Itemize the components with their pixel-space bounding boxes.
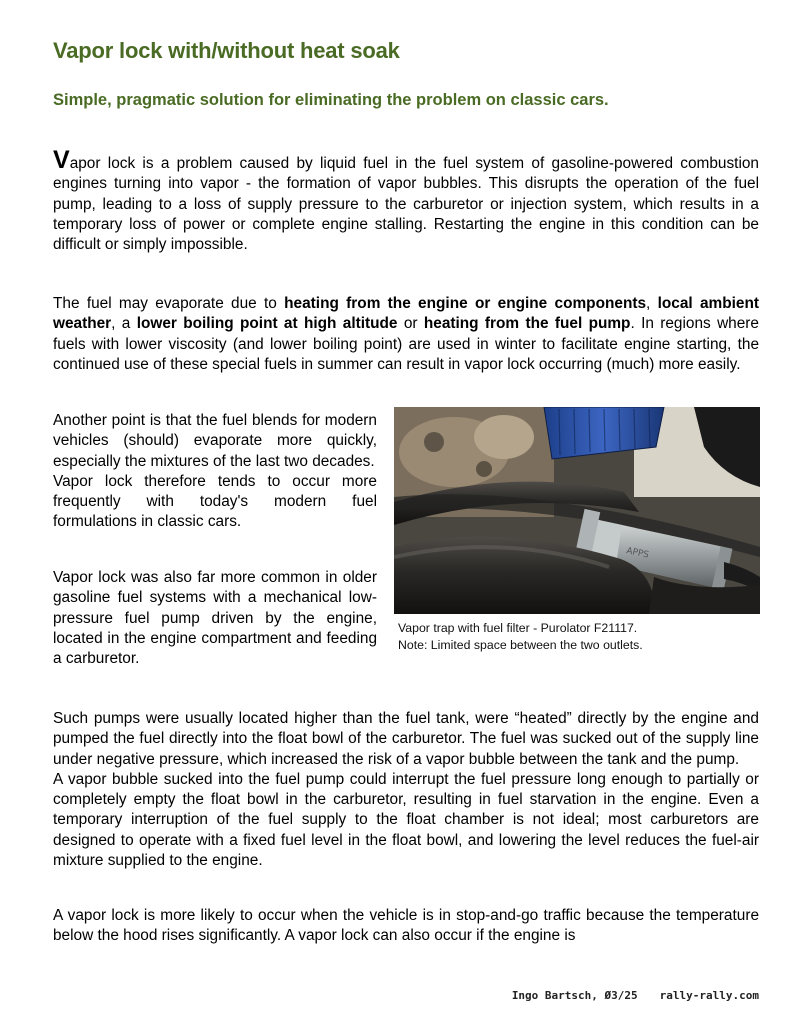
cause-ambient-weather: local ambient weather [53,295,759,333]
mechanical-pump-paragraph: Vapor lock was also far more common in older gasoline fuel systems with a mechanical low-pressure fuel pump driven by the engine, located in the engine compartment and feeding a carburetor. [53,569,377,668]
cause-high-altitude: lower boiling point at high altitude [136,315,398,333]
modern-fuels-line-1: Another point is that the fuel blends for modern vehicles (should) evaporate more quickly, especially the mixtures of the last two decades. [53,412,377,470]
page-title: Vapor lock with/without heat soak [53,38,400,63]
drop-cap: V [53,146,70,174]
causes-text-3: , a [111,315,137,333]
causes-text-4: or [397,315,424,333]
causes-text-1: The fuel may evaporate due to [53,295,285,312]
causes-text-5: . In regions where fuels with lower viscosity (and lower boiling point) are used in winter to facilitate engine starting, the continued use of these special fuels in summer can result in vapor lock occurring (much) more easily. [53,315,759,373]
pump-location-line-1: Such pumps were usually located higher than the fuel tank, were “heated” directly by the engine and pumped the fuel directly into the float bowl of the carburetor. The fuel was sucked out of the supply line under negative pressure, which increased the risk of a vapor bubble between the tank and the pump. [53,710,759,768]
cause-engine-heat: heating from the engine or engine components [284,295,647,312]
causes-paragraph [53,294,759,375]
page-subtitle: Simple, pragmatic solution for eliminating the problem on classic cars. [53,91,609,109]
cause-fuel-pump-heat: heating from the fuel pump [423,315,631,333]
footer-site: rally-rally.com [659,989,759,1002]
page-footer [512,989,759,1002]
intro-text: apor lock is a problem caused by liquid fuel in the fuel system of gasoline-powered combustion engines turning into vapor - the formation of vapor bubbles. This disrupts the operation of the fuel pump, leading to a loss of supply pressure to the carburetor or injection system, which results in a temporary loss of power or complete engine stalling. Restarting the engine in this condition can be difficult or simply impossible. [53,155,759,254]
causes-text-2: , [646,295,658,312]
caption-line-1: Vapor trap with fuel filter - Purolator F21117. [398,621,638,635]
footer-author: Ingo Bartsch, Ø3/25 [511,989,638,1002]
traffic-paragraph: A vapor lock is more likely to occur when the vehicle is in stop-and-go traffic because the temperature below the hood rises significantly. A vapor lock can also occur if the engine is [53,907,759,945]
modern-fuels-paragraph [53,411,377,533]
pump-location-paragraph [53,709,759,871]
photo-caption [398,620,758,654]
svg-text:APPS: APPS [625,546,650,561]
vapor-trap-photo [394,407,760,614]
caption-line-2: Note: Limited space between the two outlets. [398,638,643,652]
modern-fuels-line-2: Vapor lock therefore tends to occur more frequently with today's modern fuel formulations in classic cars. [53,472,377,531]
intro-paragraph [53,146,759,255]
pump-location-line-2: A vapor bubble sucked into the fuel pump could interrupt the fuel pressure long enough to partially or completely empty the float bowl in the carburetor, resulting in fuel starvation in the engine. Even a temporary interruption of the fuel supply to the float chamber is not ideal; most carburetors are designed to operate with a fixed fuel level in the float bowl, and lowering the level reduces the fuel-air mixture supplied to the engine. [53,770,759,870]
